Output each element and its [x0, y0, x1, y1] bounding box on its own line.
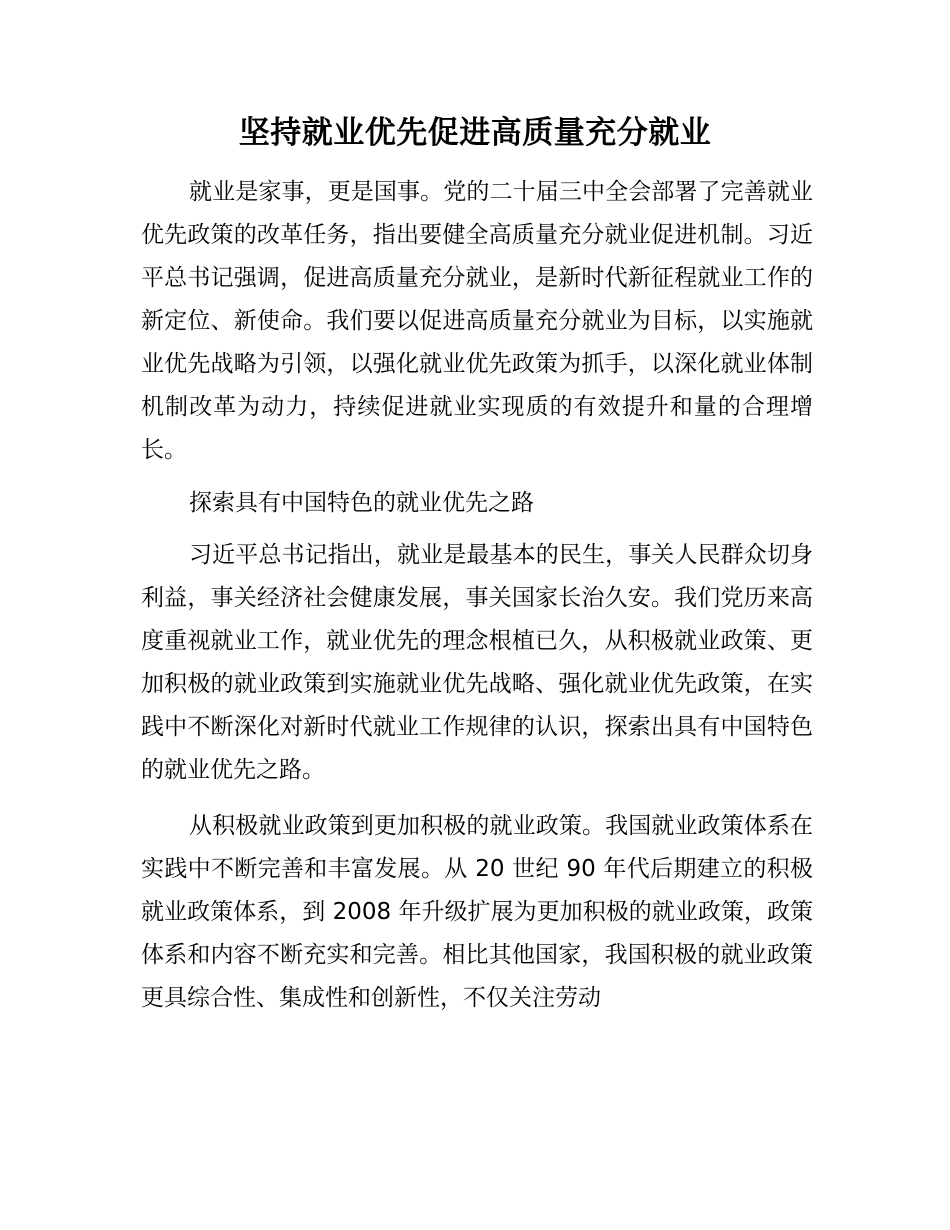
section-heading: 探索具有中国特色的就业优先之路 [189, 490, 534, 516]
paragraph-section-2: 从积极就业政策到更加积极的就业政策。我国就业政策体系在实践中不断完善和丰富发展。从 20 世纪 90 年代后期建立的积极就业政策体系，到 2008 年升级扩展为更加积极的就业政策，政策体系和内容不断充实和完善。相比其他国家，我国积极的就业政策更具综合性、集成性和创新性，不仅关注劳动 [141, 813, 813, 1011]
paragraph-section-1: 习近平总书记指出，就业是最基本的民生，事关人民群众切身利益，事关经济社会健康发展，事关国家长治久安。我们党历来高度重视就业工作，就业优先的理念根植已久，从积极就业政策、更加积极的就业政策到实施就业优先战略、强化就业优先政策，在实践中不断深化对新时代就业工作规律的认识，探索出具有中国特色的就业优先之路。 [141, 542, 813, 783]
paragraph-intro: 就业是家事，更是国事。党的二十届三中全会部署了完善就业优先政策的改革任务，指出要健全高质量充分就业促进机制。习近平总书记强调，促进高质量充分就业，是新时代新征程就业工作的新定位、新使命。我们要以促进高质量充分就业为目标，以实施就业优先战略为引领，以强化就业优先政策为抓手，以深化就业体制机制改革为动力，持续促进就业实现质的有效提升和量的合理增长。 [141, 179, 813, 463]
document-title: 坚持就业优先促进高质量充分就业 [238, 115, 712, 151]
